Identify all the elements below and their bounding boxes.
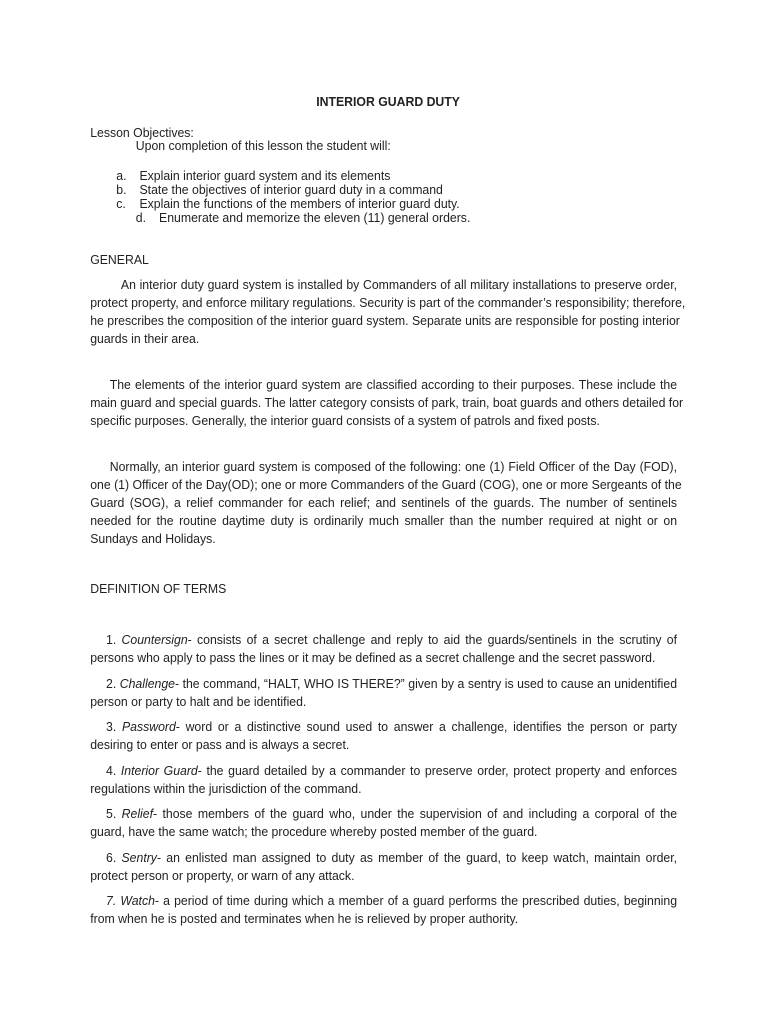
definition-text: - the command, “HALT, WHO IS THERE?” given by a sentry is used to cause an unidentified [174, 676, 678, 691]
definition-text: persons who apply to pass the lines or it may be defined as a secret challenge and the secret password. [90, 650, 656, 665]
text-line: one (1) Officer of the Day(OD); one or more Commanders of the Guard (COG), one or more Sergeants of the [90, 477, 682, 492]
definition-text: - word or a distinctive sound used to answer a challenge, identifies the person or party [175, 719, 678, 734]
text-line: Guard (SOG), a relief commander for each relief; and sentinels of the guards. The number of sentinels [90, 495, 678, 510]
definition-item [90, 631, 677, 667]
text-line: The elements of the interior guard system are classified according to their purposes. These include the [109, 377, 678, 392]
definition-item [90, 762, 677, 798]
definition-number: 2. [106, 676, 117, 691]
objective-text: Explain the functions of the members of interior guard duty. [139, 196, 460, 211]
definition-term: Countersign [121, 632, 188, 647]
general-paragraph-2 [90, 376, 684, 430]
definition-number: 3. [106, 719, 117, 734]
definitions-heading: DEFINITION OF TERMS [90, 581, 227, 596]
definition-number: 1. [106, 632, 117, 647]
definition-text: - a period of time during which a member of a guard performs the prescribed duties, beginning [154, 893, 678, 908]
objectives-intro: Upon completion of this lesson the student will: [135, 138, 391, 153]
definition-term: Watch [120, 893, 155, 908]
definition-number: 6. [106, 850, 117, 865]
definition-text: - those members of the guard who, under the supervision of and including a corporal of the [153, 806, 678, 821]
definition-term: Relief [121, 806, 154, 821]
objective-text: Explain interior guard system and its elements [139, 168, 391, 183]
definition-number: 4. [106, 763, 117, 778]
definition-text: guard, have the same watch; the procedure whereby posted member of the guard. [90, 824, 538, 839]
text-line: main guard and special guards. The latter category consists of park, train, boat guards and others detailed for [90, 395, 684, 410]
general-paragraph-3 [90, 458, 682, 548]
general-paragraph-1 [90, 276, 686, 348]
general-heading: GENERAL [90, 252, 149, 267]
text-line: needed for the routine daytime duty is ordinarily much smaller than the number required at night or on [90, 513, 678, 528]
definition-number: 5. [106, 806, 117, 821]
definition-item [90, 675, 677, 711]
objective-letter: a. [116, 168, 127, 183]
definition-text: - an enlisted man assigned to duty as member of the guard, to keep watch, maintain order, [156, 850, 678, 865]
definition-number: 7. [106, 893, 117, 908]
text-line: guards in their area. [90, 331, 200, 346]
definition-text: desiring to enter or pass and is always a secret. [90, 737, 350, 752]
text-line: protect property, and enforce military regulations. Security is part of the commander’s responsibility; therefore, [90, 295, 686, 310]
definition-item [90, 805, 677, 841]
text-line: Normally, an interior guard system is composed of the following: one (1) Field Officer of the Day (FOD), [109, 459, 678, 474]
definition-text: from when he is posted and terminates when he is relieved by proper authority. [90, 911, 519, 926]
text-line: Sundays and Holidays. [90, 531, 216, 546]
definition-term: Password [121, 719, 176, 734]
definition-text: - consists of a secret challenge and reply to aid the guards/sentinels in the scrutiny of [187, 632, 678, 647]
text-line: specific purposes. Generally, the interior guard consists of a system of patrols and fixed posts. [90, 413, 600, 428]
objective-letter: d. [135, 210, 147, 225]
objective-text: Enumerate and memorize the eleven (11) general orders. [159, 210, 471, 225]
text-line: he prescribes the composition of the interior guard system. Separate units are responsible for posting interior [90, 313, 680, 328]
definition-term: Sentry [121, 850, 157, 865]
definition-text: person or party to halt and be identified. [90, 694, 307, 709]
definition-term: Interior Guard [120, 763, 198, 778]
objectives-label: Lesson Objectives: [90, 125, 194, 140]
objective-letter: b. [116, 182, 127, 197]
definition-item [90, 892, 677, 928]
definition-text: regulations within the jurisdiction of the command. [90, 781, 362, 796]
definition-item [90, 849, 677, 885]
objective-text: State the objectives of interior guard duty in a command [139, 182, 443, 197]
text-line: An interior duty guard system is installed by Commanders of all military installations to preserve order, [120, 277, 678, 292]
objective-letter: c. [116, 196, 126, 211]
definition-text: - the guard detailed by a commander to preserve order, protect property and enforces [197, 763, 678, 778]
definition-term: Challenge [119, 676, 175, 691]
objective-item [136, 209, 471, 227]
definition-item [90, 718, 677, 754]
document-title: INTERIOR GUARD DUTY [316, 94, 460, 109]
definition-text: protect person or property, or warn of any attack. [90, 868, 355, 883]
